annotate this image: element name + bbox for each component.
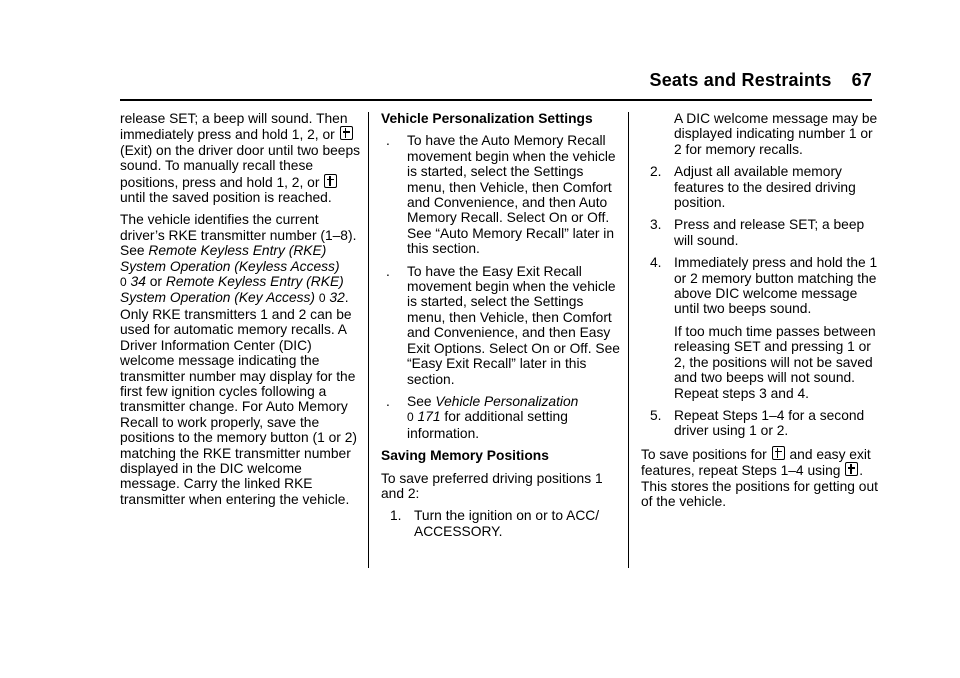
exit-memory-button-icon <box>845 462 858 476</box>
paragraph: To save positions for and easy exit features, repeat Steps 1–4 using . This stores the positions for getting out of the vehicle. <box>641 446 878 509</box>
numbered-step: 3. Press and release SET; a beep will sound. <box>650 217 865 248</box>
section-heading: Saving Memory Positions <box>381 448 549 464</box>
paragraph: The vehicle identifies the current driver’s RKE transmitter number (1–8). See Remote Keyless Entry (RKE) System Operation (Keyless Access) 0 34 or Remote Keyless Entry (RKE) System Operation (Key Access) 0 32. Only RKE transmitters 1 and 2 can be used for automatic memory recalls. A Driver Information Center (DIC) welcome message indicating the transmitter number may display for the first few ignition cycles following a transmitter change. For Auto Memory Recall to work properly, save the positions to the memory button (1 or 2) matching the RKE transmitter number displayed in the DIC welcome message. Carry the linked RKE transmitter when entering the vehicle. <box>120 212 357 507</box>
column-right <box>641 111 879 516</box>
column-divider <box>368 112 369 568</box>
header-rule <box>120 99 872 101</box>
paragraph: release SET; a beep will sound. Then immediately press and hold 1, 2, or (Exit) on the driver door until two beeps sound. To manually recall these positions, press and hold 1, 2, or until the saved position is reached. <box>120 111 361 206</box>
numbered-step: 2. Adjust all available memory features to the desired driving position. <box>650 164 856 211</box>
bullet-mark: . <box>386 133 390 149</box>
numbered-step: 5. Repeat Steps 1–4 for a second driver using 1 or 2. <box>650 407 865 439</box>
list-item: . See Vehicle Personalization 0 171 for additional setting information. <box>386 393 579 441</box>
step-continuation: A DIC welcome message may be displayed indicating number 1 or 2 for memory recalls. <box>674 111 878 157</box>
page-ref-arrow-icon: 0 <box>120 275 127 290</box>
numbered-step: 1. Turn the ignition on or to ACC/ ACCESSORY. <box>390 508 600 539</box>
cross-reference-link[interactable]: Remote Keyless Entry (RKE) System Operation (Key Access) <box>120 274 344 306</box>
page-ref-arrow-icon: 0 <box>318 291 326 306</box>
bullet-mark: . <box>386 393 390 409</box>
section-title: Seats and Restraints <box>649 70 832 90</box>
cross-reference-link[interactable]: Remote Keyless Entry (RKE) System Operation (Keyless Access) <box>120 243 340 274</box>
step-number: 3. <box>650 217 662 233</box>
step-number: 4. <box>650 255 662 271</box>
exit-memory-button-icon <box>340 126 353 140</box>
page-reference[interactable]: 34 <box>130 274 146 290</box>
step-number: 1. <box>390 508 402 524</box>
page-header <box>650 70 873 91</box>
cross-reference-link[interactable]: Vehicle Personalization <box>435 393 579 409</box>
list-item: . To have the Auto Memory Recall movement begin when the vehicle is started, select the Settings menu, then Vehicle, then Comfort and Convenience, and then Auto Memory Recall. Select On or Off. See “Auto Memory Recall” later in this section. <box>386 133 616 257</box>
step-note: If too much time passes between releasing SET and pressing 1 or 2, the positions will not be saved and two beeps will not sound. Repeat steps 3 and 4. <box>674 323 876 401</box>
section-heading: Vehicle Personalization Settings <box>381 111 593 126</box>
column-middle <box>381 111 621 546</box>
step-number: 5. <box>650 407 662 423</box>
exit-memory-button-icon <box>324 174 337 188</box>
column-divider <box>628 112 629 568</box>
bullet-mark: . <box>386 263 390 279</box>
step-number: 2. <box>650 164 662 180</box>
page-number: 67 <box>851 70 872 90</box>
list-item: . To have the Easy Exit Recall movement begin when the vehicle is started, select the Settings menu, then Vehicle, then Comfort and Convenience, and then Easy Exit Options. Select On or Off. See “Easy Exit Recall” later in this section. <box>386 263 620 387</box>
column-left <box>120 111 362 514</box>
numbered-step: 4. Immediately press and hold the 1 or 2 memory button matching the above DIC welcome message until two beeps sound. <box>650 255 878 317</box>
paragraph: To save preferred driving positions 1 and 2: <box>381 470 603 501</box>
page-ref-arrow-icon: 0 <box>407 410 414 425</box>
page-reference[interactable]: 171 <box>417 409 441 425</box>
page-reference[interactable]: 32 <box>329 290 345 306</box>
exit-memory-button-icon <box>772 446 785 460</box>
